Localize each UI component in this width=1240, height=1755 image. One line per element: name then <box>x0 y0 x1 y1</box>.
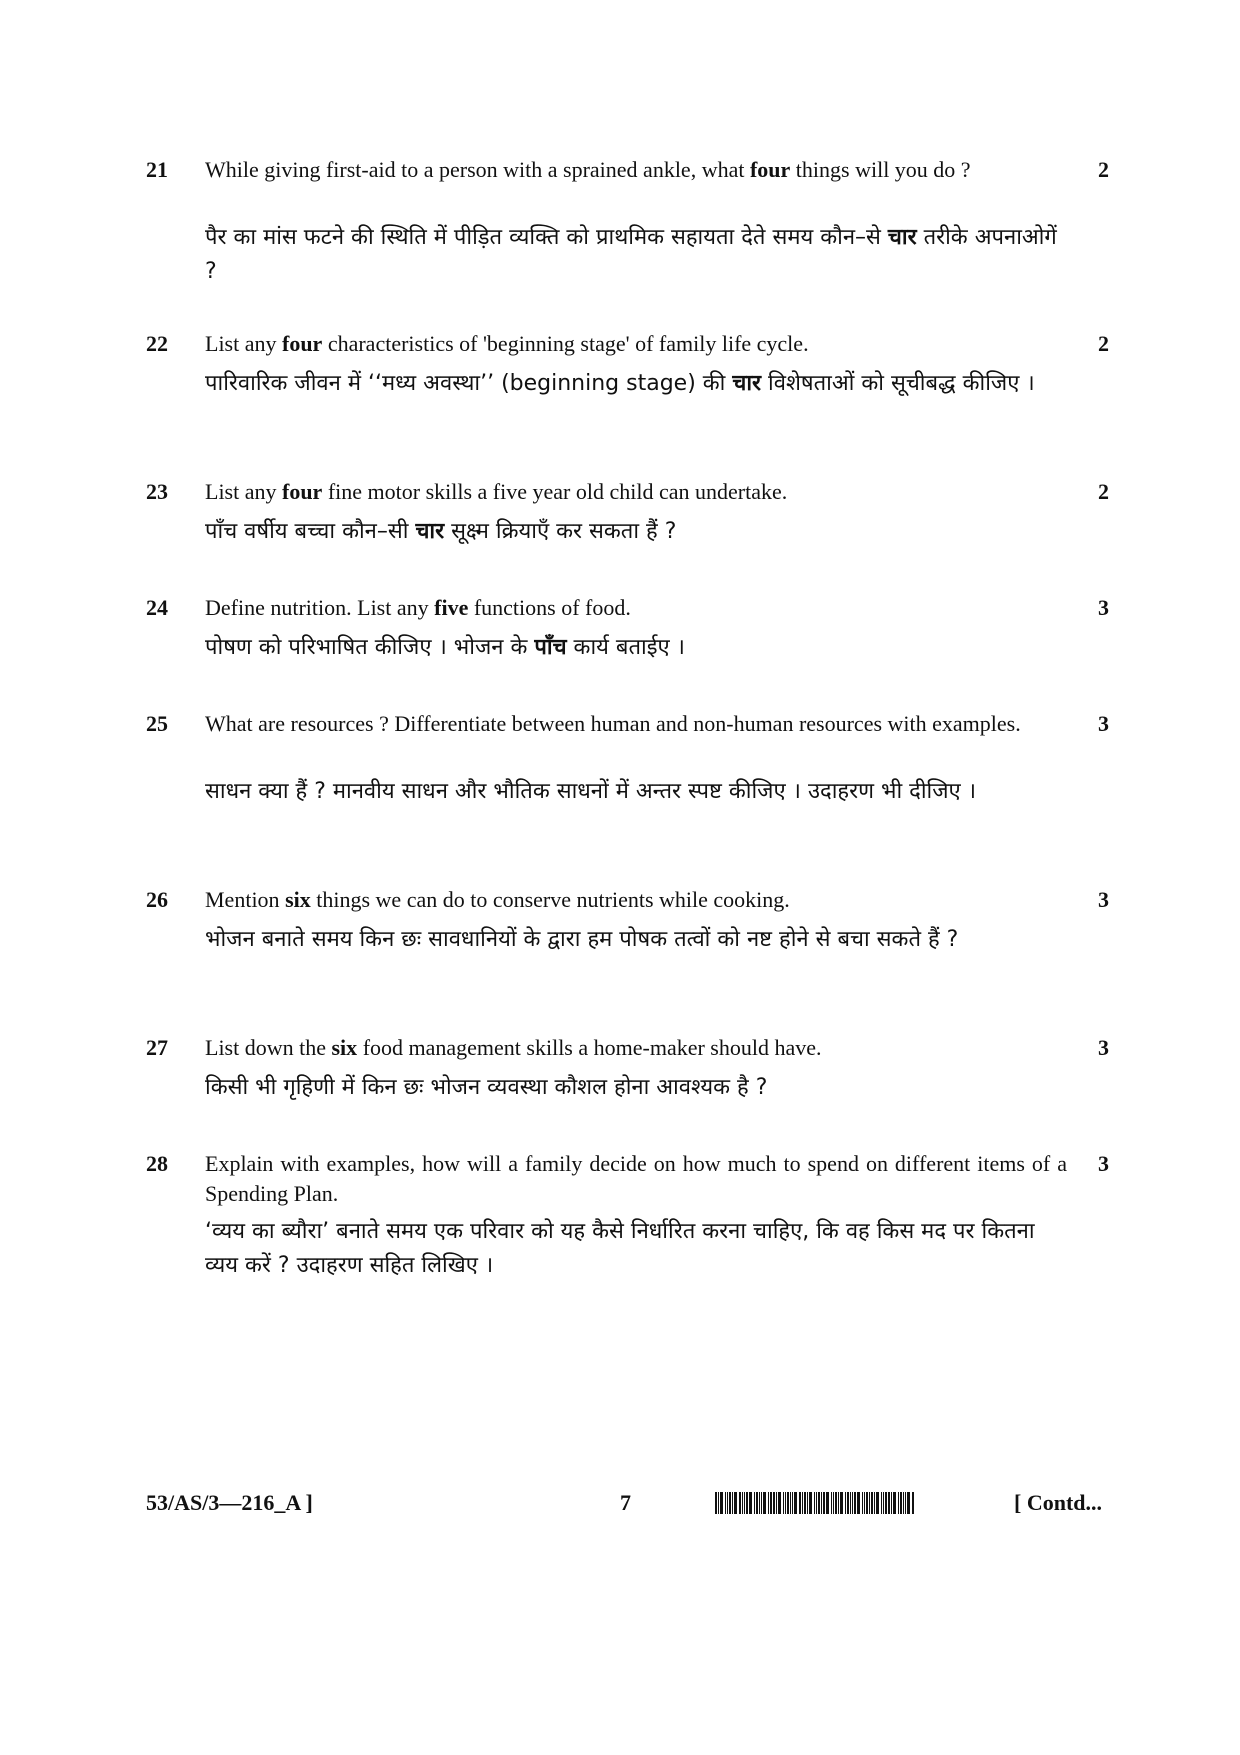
barcode-bar <box>718 1492 719 1514</box>
barcode-bar <box>790 1492 791 1514</box>
barcode-bar <box>785 1492 786 1514</box>
barcode-bar <box>852 1492 853 1514</box>
barcode-bar <box>799 1492 801 1514</box>
barcode-bar <box>905 1492 906 1514</box>
barcode-bar <box>835 1492 837 1514</box>
question-text-english: List down the six food management skills a home-maker should have. <box>205 1035 822 1060</box>
barcode-bar <box>891 1492 892 1514</box>
barcode-bar <box>869 1492 870 1514</box>
question-number: 26 <box>146 887 168 912</box>
question-text-english: List any four fine motor skills a five year old child can undertake. <box>205 479 788 504</box>
barcode-bar <box>857 1492 860 1514</box>
question-text-english: Define nutrition. List any five functions of food. <box>205 595 631 620</box>
question-text-hindi: पारिवारिक जीवन में ‘‘मध्य अवस्था’’ (beginning stage) की चार विशेषताओं को सूचीबद्ध कीजिए । <box>205 371 1035 396</box>
question-marks: 3 <box>1098 1035 1109 1060</box>
barcode-bar <box>776 1492 777 1514</box>
barcode-bar <box>885 1492 887 1514</box>
question-number: 21 <box>146 157 168 182</box>
barcode-bar <box>746 1492 748 1514</box>
question-number: 23 <box>146 479 168 504</box>
question-text-hindi: पोषण को परिभाषित कीजिए । भोजन के पाँच कार्य बताईए । <box>205 635 686 660</box>
question-text-hindi: पाँच वर्षीय बच्चा कौन–सी चार सूक्ष्म क्रियाएँ कर सकता हैं ? <box>205 519 677 544</box>
barcode-bar <box>864 1492 865 1514</box>
barcode-bar <box>804 1492 806 1514</box>
barcode-bar <box>734 1492 737 1514</box>
question-number: 24 <box>146 595 168 620</box>
page-number: 7 <box>620 1490 631 1515</box>
barcode-bar <box>866 1492 868 1514</box>
question-text-hindi: ‘व्यय का ब्यौरा’ बनाते समय एक परिवार को यह कैसे निर्धारित करना चाहिए, कि वह किस मद पर कितना व्यय करें ? उदाहरण सहित लिखिए । <box>205 1219 1035 1278</box>
barcode-bar <box>871 1492 873 1514</box>
barcode-bar <box>754 1492 755 1514</box>
page-footer <box>0 1488 1240 1528</box>
barcode-bar <box>816 1492 817 1514</box>
barcode-bar <box>903 1492 904 1514</box>
barcode-bar <box>787 1492 789 1514</box>
barcode-bar <box>739 1492 741 1514</box>
barcode-bar <box>831 1492 832 1514</box>
barcode-bar <box>898 1492 899 1514</box>
question-text-english: What are resources ? Differentiate between human and non-human resources with examples. <box>205 711 1021 736</box>
barcode-bar <box>729 1492 731 1514</box>
barcode-bar <box>821 1492 822 1514</box>
barcode-bar <box>763 1492 766 1514</box>
barcode-bar <box>907 1492 910 1514</box>
barcode-icon <box>715 1492 997 1514</box>
question-marks: 2 <box>1098 479 1109 504</box>
question-number: 22 <box>146 331 168 356</box>
barcode-bar <box>744 1492 745 1514</box>
question-text-hindi: किसी भी गृहिणी में किन छः भोजन व्यवस्था कौशल होना आवश्यक है ? <box>205 1075 768 1100</box>
question-number: 25 <box>146 711 168 736</box>
barcode-bar <box>732 1492 733 1514</box>
barcode-bar <box>807 1492 808 1514</box>
barcode-bar <box>845 1492 846 1514</box>
barcode-bar <box>881 1492 882 1514</box>
question-text-hindi: भोजन बनाते समय किन छः सावधानियों के द्वारा हम पोषक तत्वों को नष्ट होने से बचा सकते हैं ? <box>205 927 959 952</box>
barcode-bar <box>759 1492 760 1514</box>
question-text-english: While giving first-aid to a person with a sprained ankle, what four things will you do ? <box>205 157 971 182</box>
barcode-bar <box>893 1492 896 1514</box>
barcode-bar <box>792 1492 793 1514</box>
barcode-bar <box>761 1492 762 1514</box>
question-text-english: Explain with examples, how will a family decide on how much to spend on different items of a Spending Plan. <box>205 1151 1067 1206</box>
question-number: 27 <box>146 1035 168 1060</box>
paper-code: 53/AS/3—216_A ] <box>146 1490 313 1515</box>
barcode-bar <box>794 1492 797 1514</box>
barcode-bar <box>770 1492 772 1514</box>
barcode-bar <box>912 1492 914 1514</box>
question-number: 28 <box>146 1151 168 1176</box>
question-text-hindi: पैर का मांस फटने की स्थिति में पीड़ित व्यक्ति को प्राथमिक सहायता देते समय कौन–से चार तरीके अपनाओगें ? <box>205 225 1057 284</box>
barcode-bar <box>838 1492 839 1514</box>
barcode-bar <box>888 1492 890 1514</box>
barcode-bar <box>783 1492 784 1514</box>
barcode-bar <box>768 1492 769 1514</box>
barcode-bar <box>847 1492 849 1514</box>
question-marks: 3 <box>1098 711 1109 736</box>
barcode-bar <box>850 1492 851 1514</box>
barcode-bar <box>818 1492 820 1514</box>
question-marks: 2 <box>1098 157 1109 182</box>
barcode-bar <box>773 1492 775 1514</box>
question-marks: 3 <box>1098 595 1109 620</box>
barcode-bar <box>725 1492 726 1514</box>
barcode-bar <box>883 1492 884 1514</box>
barcode-bar <box>756 1492 758 1514</box>
barcode-bar <box>742 1492 743 1514</box>
barcode-bar <box>876 1492 879 1514</box>
question-text-hindi: साधन क्या हैं ? मानवीय साधन और भौतिक साधनों में अन्तर स्पष्ट कीजिए । उदाहरण भी दीजिए । <box>205 779 977 804</box>
barcode-bar <box>814 1492 815 1514</box>
question-marks: 3 <box>1098 887 1109 912</box>
barcode-bar <box>720 1492 723 1514</box>
barcode-bar <box>862 1492 863 1514</box>
continued-label: [ Contd... <box>1014 1490 1103 1515</box>
barcode-bar <box>874 1492 875 1514</box>
barcode-bar <box>900 1492 902 1514</box>
barcode-bar <box>840 1492 843 1514</box>
question-marks: 3 <box>1098 1151 1109 1176</box>
barcode-bar <box>715 1492 717 1514</box>
barcode-bar <box>727 1492 728 1514</box>
question-text-english: Mention six things we can do to conserve nutrients while cooking. <box>205 887 790 912</box>
barcode-bar <box>749 1492 752 1514</box>
barcode-bar <box>778 1492 781 1514</box>
barcode-bar <box>802 1492 803 1514</box>
barcode-bar <box>823 1492 825 1514</box>
barcode-bar <box>826 1492 829 1514</box>
barcode-bar <box>833 1492 834 1514</box>
question-text-english: List any four characteristics of 'beginning stage' of family life cycle. <box>205 331 809 356</box>
barcode-bar <box>809 1492 812 1514</box>
barcode-bar <box>854 1492 856 1514</box>
question-marks: 2 <box>1098 331 1109 356</box>
